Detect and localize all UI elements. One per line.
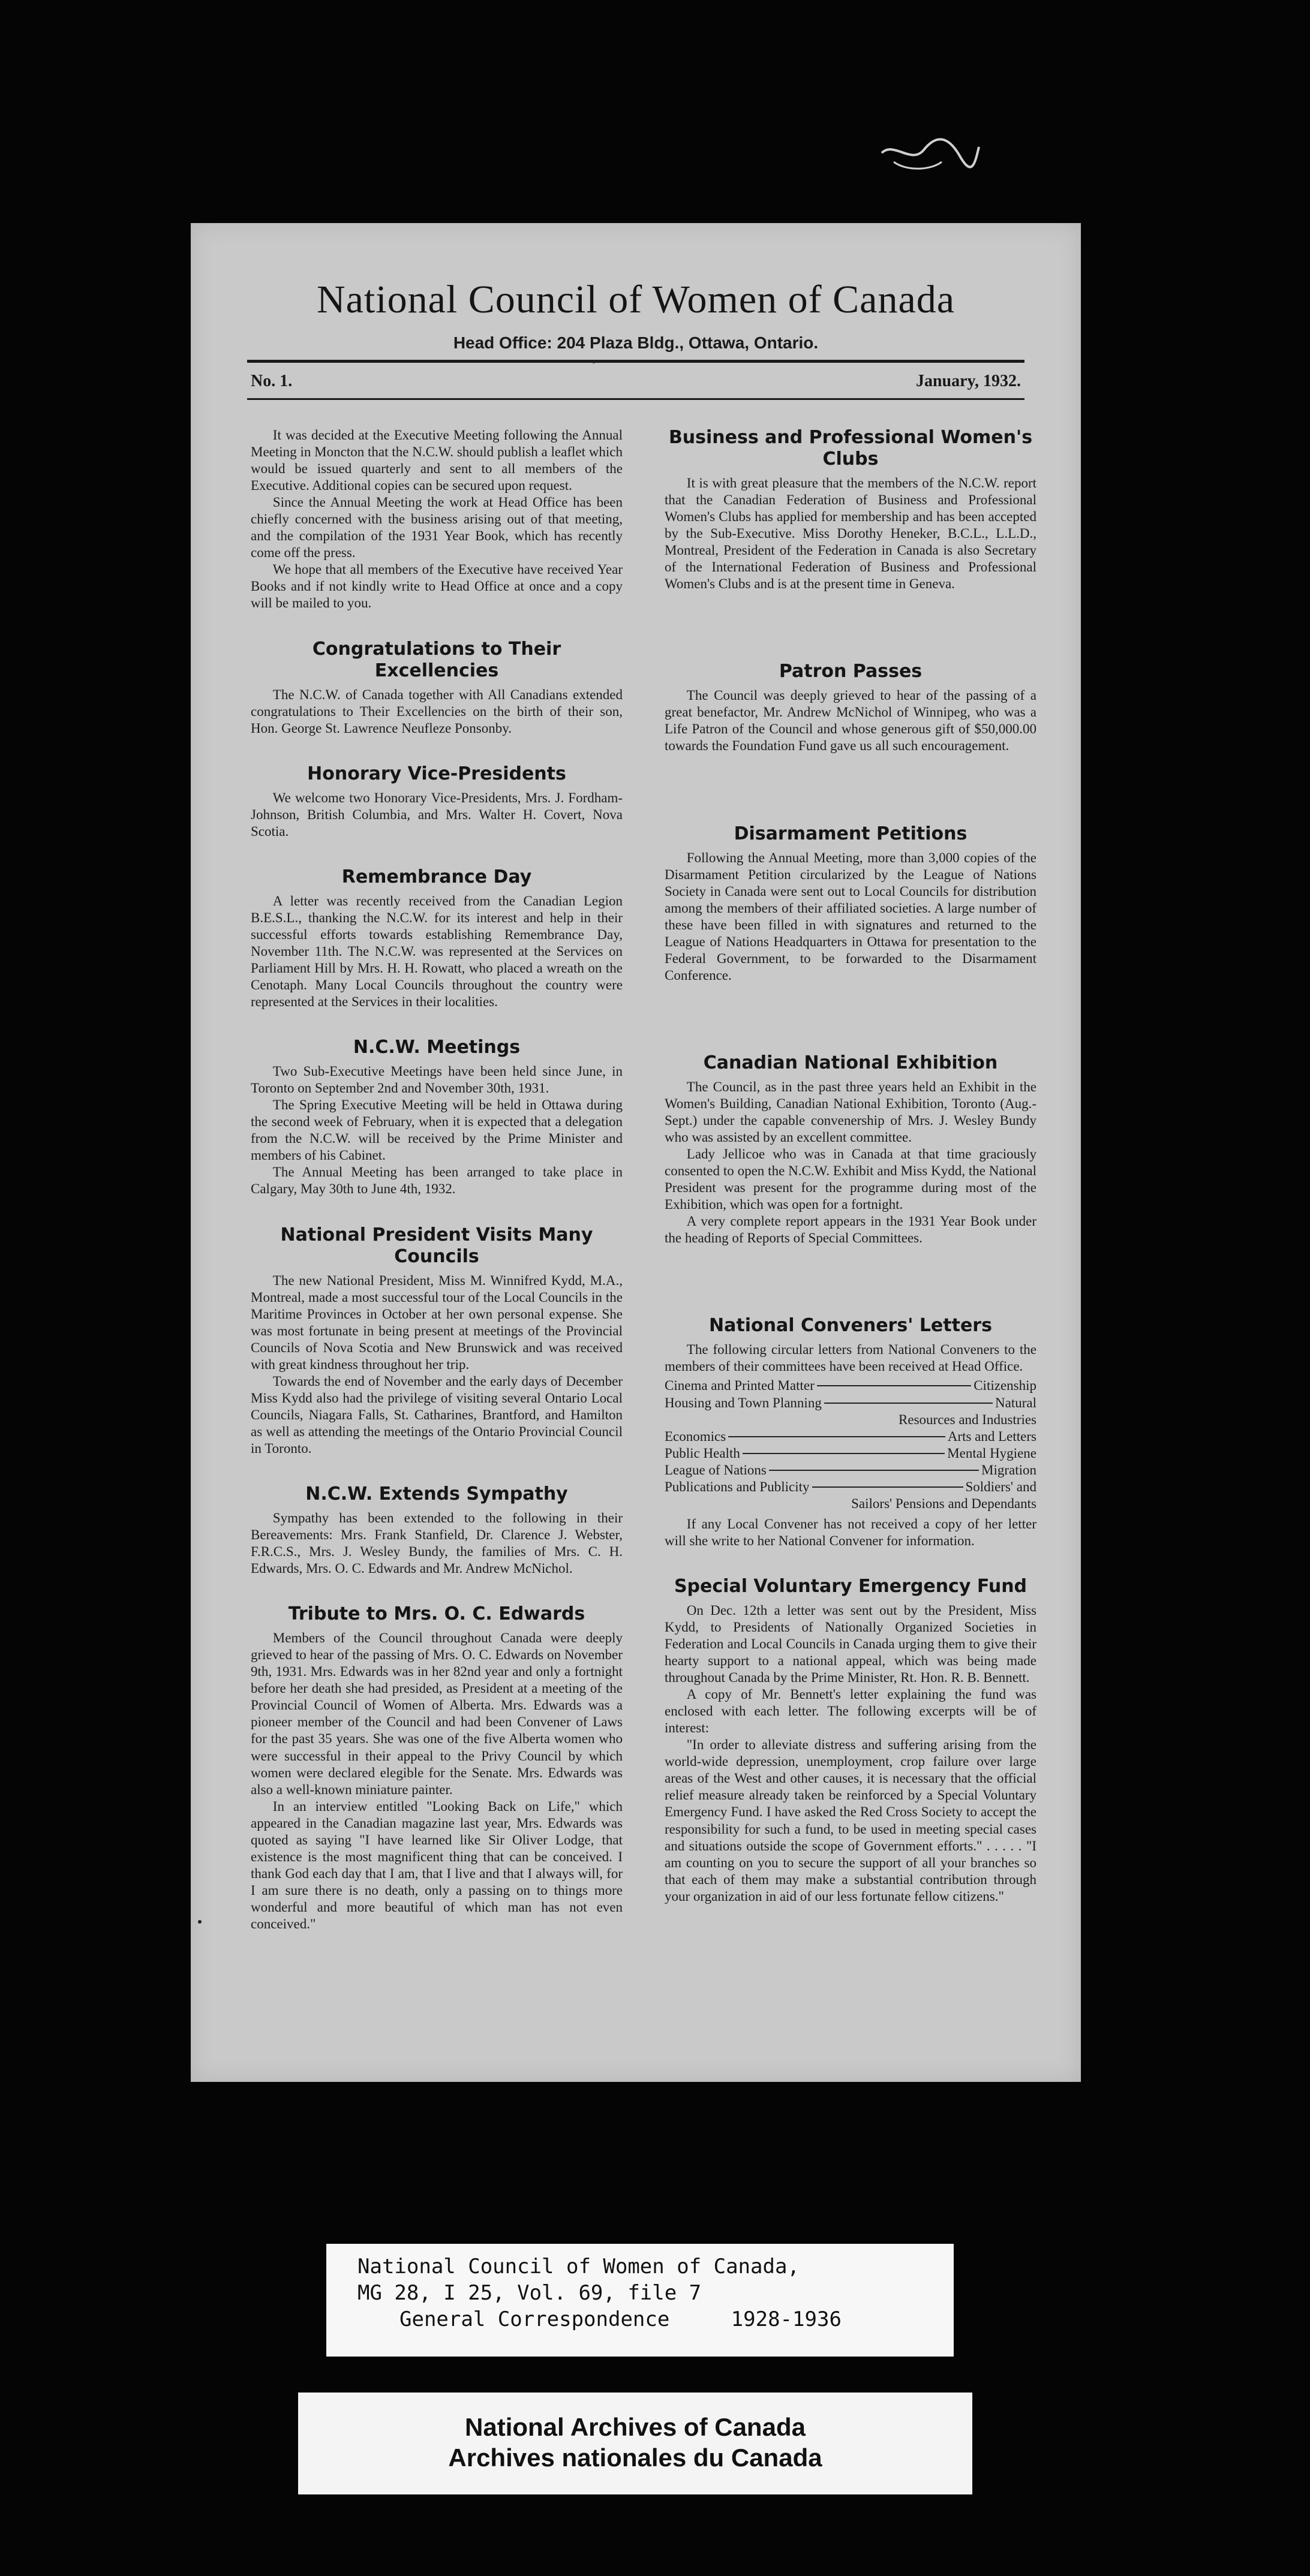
- section-paragraph: Following the Annual Meeting, more than 3,000 copies of the Disarmament Petition circularized by the League of Nations Society in Canada were sent out to Local Councils for distribution among the members of their affiliated societies. A large number of these have been filled in with signatures and returned to the League of Nations Headquarters in Ottawa for presentation to the Federal Government, to be forwarded to the Disarmament Conference.: [665, 850, 1036, 983]
- section-heading: Patron Passes: [779, 661, 923, 682]
- convener-row: Housing and Town Planning Natural: [665, 1395, 1036, 1410]
- paper-speck: [593, 361, 595, 363]
- issue-number: No. 1.: [251, 372, 293, 390]
- masthead: [191, 277, 1081, 353]
- section-paragraph: The Council was deeply grieved to hear of the passing of a great benefactor, Mr. Andrew McNichol of Winnipeg, who was a Life Patron of the Council and whose generous gift of $50,000.00 towards the Foundation Fund gave us all such encouragement.: [665, 688, 1036, 754]
- issue-date: January, 1932.: [915, 372, 1021, 390]
- meetings-section: [251, 1037, 623, 1197]
- section-paragraph: The new National President, Miss M. Winnifred Kydd, M.A., Montreal, made a most successful tour of the Local Councils in the Maritime Provinces in October at her own personal expense. She was most fortunate in being present at meetings of the Provincial Councils of Nova Scotia and New Brunswick and was received with great kindness throughout her trip.: [251, 1272, 623, 1372]
- section-paragraph: "In order to alleviate distress and suffering arising from the world-wide depression, unemployment, crop failure over large areas of the West and other causes, it is necessary that the official relief measure already taken be reinforced by a Special Voluntary Emergency Fund. I have asked the Red Cross Society to accept the responsibility for such a fund, to be used in meeting special cases and situations outside the scope of Government efforts." . . . . . "I am counting on you to secure the support of all your branches so that each of them may make a substantial contribution through your organization in aid of our less fortunate fellow citizens.": [665, 1737, 1036, 1904]
- bpw-section: [665, 427, 1036, 592]
- masthead-rule: [247, 360, 1024, 363]
- disarmament-section: [665, 823, 1036, 984]
- section-paragraph: Lady Jellicoe who was in Canada at that time graciously consented to open the N.C.W. Exhibit and Miss Kydd, the National President was present for the programme during most of the Exhibition, which was open for a fortnight.: [665, 1146, 1036, 1212]
- tribute-section: [251, 1603, 623, 1933]
- section-paragraph: We welcome two Honorary Vice-Presidents, Mrs. J. Fordham-Johnson, British Columbia, and Mrs. Walter H. Covert, Nova Scotia.: [251, 790, 623, 839]
- intro-section: [251, 427, 623, 612]
- section-paragraph: Two Sub-Executive Meetings have been held since June, in Toronto on September 2nd and November 30th, 1931.: [251, 1064, 623, 1096]
- masthead-title: National Council of Women of Canada: [316, 278, 956, 321]
- head-office-line: Head Office: 204 Plaza Bldg., Ottawa, Ontario.: [453, 333, 819, 352]
- intro-paragraph: We hope that all members of the Executive have received Year Books and if not kindly write to Head Office at once and a copy will be mailed to you.: [251, 562, 623, 611]
- left-column: [251, 427, 623, 1959]
- newsletter-page: [191, 223, 1081, 2082]
- section-heading: Tribute to Mrs. O. C. Edwards: [288, 1603, 585, 1625]
- label-line: National Council of Women of Canada,: [357, 2255, 800, 2279]
- conveners-section: [665, 1315, 1036, 1549]
- conveners-list: [665, 1377, 1036, 1512]
- section-heading: Canadian National Exhibition: [703, 1052, 998, 1073]
- section-paragraph: The following circular letters from National Conveners to the members of their committees have been received at Head Office.: [665, 1342, 1036, 1374]
- section-paragraph: The Annual Meeting has been arranged to take place in Calgary, May 30th to June 4th, 1932.: [251, 1164, 623, 1197]
- section-paragraph: In an interview entitled "Looking Back on Life," which appeared in the Canadian magazine last year, Mrs. Edwards was quoted as saying "I have learned like Sir Oliver Lodge, that existence is the most magnificent thing that can be conceived. I thank God each day that I am, that I live and that I always will, for I am sure there is no death, only a passing on to things more wonderful and more beautiful of which man has not even conceived.": [251, 1798, 623, 1931]
- label-line: General Correspondence 1928-1936: [399, 2307, 842, 2332]
- paper-speck: [198, 1920, 202, 1924]
- section-heading: N.C.W. Meetings: [353, 1037, 521, 1058]
- section-heading: Remembrance Day: [341, 866, 532, 887]
- intro-paragraph: Since the Annual Meeting the work at Head Office has been chiefly concerned with the business arising out of that meeting, and the compilation of the 1931 Year Book, which has recently come off the press.: [251, 495, 623, 561]
- convener-row: Resources and Industries: [899, 1412, 1036, 1427]
- section-paragraph: The N.C.W. of Canada together with All Canadians extended congratulations to Their Excellencies on the birth of their son, Hon. George St. Lawrence Neufleze Ponsonby.: [251, 687, 623, 736]
- convener-row: Cinema and Printed Matter Citizenship: [665, 1378, 1036, 1394]
- section-heading: Special Voluntary Emergency Fund: [674, 1575, 1027, 1597]
- section-heading: Disarmament Petitions: [734, 823, 968, 844]
- section-heading: Honorary Vice-Presidents: [307, 763, 566, 784]
- exhibition-section: [665, 1052, 1036, 1247]
- president-section: [251, 1224, 623, 1458]
- section-paragraph: A copy of Mr. Bennett's letter explaining the fund was enclosed with each letter. The following excerpts will be of interest:: [665, 1687, 1036, 1736]
- convener-row: Sailors' Pensions and Dependants: [851, 1495, 1036, 1511]
- section-paragraph: The Council, as in the past three years held an Exhibit in the Women's Building, Canadian National Exhibition, Toronto (Aug.-Sept.) under the capable convenership of Mrs. J. Wesley Bundy who was assisted by an excellent committee.: [665, 1079, 1036, 1145]
- archives-stamp: [298, 2393, 972, 2494]
- issue-rule: [247, 398, 1024, 400]
- vice-presidents-section: [251, 763, 623, 840]
- section-paragraph: Towards the end of November and the early days of December Miss Kydd also had the privilege of visiting several Ontario Local Councils, Niagara Falls, St. Catharines, Brantford, and Hamilton as well as attending the meetings of the Ontario Provincial Council in Toronto.: [251, 1373, 623, 1456]
- convener-row: Public Health Mental Hygiene: [665, 1445, 1036, 1461]
- ink-squiggle: [876, 129, 984, 177]
- section-paragraph: Members of the Council throughout Canada were deeply grieved to hear of the passing of Mrs. O. C. Edwards on November 9th, 1931. Mrs. Edwards was in her 82nd year and only a fortnight before her death she had presided, as President at a meeting of the Provincial Council of Women of Alberta. Mrs. Edwards was a pioneer member of the Council and had been Convener of Laws for the past 35 years. She was one of the five Alberta women who were successful in their appeal to the Privy Council by which women were declared elegible for the Senate. Mrs. Edwards was also a well-known miniature painter.: [251, 1630, 623, 1797]
- archives-name-en: National Archives of Canada: [465, 2413, 806, 2441]
- section-heading: Congratulations to Their Excellencies: [312, 638, 561, 681]
- sympathy-section: [251, 1483, 623, 1577]
- intro-paragraph: It was decided at the Executive Meeting following the Annual Meeting in Moncton that the N.C.W. should publish a leaflet which would be issued quarterly and sent to all members of the Executive. Additional copies can be secured upon request.: [251, 428, 623, 493]
- congrats-section: [251, 639, 623, 737]
- convener-row: Economics Arts and Letters: [665, 1428, 1036, 1444]
- section-paragraph: It is with great pleasure that the members of the N.C.W. report that the Canadian Federation of Business and Professional Women's Clubs has applied for membership and has been accepted by the Sub-Executive. Miss Dorothy Heneker, B.C.L., L.L.D., Montreal, President of the Federation in Canada is also Secretary of the International Federation of Business and Professional Women's Clubs and is at the present time in Geneva.: [665, 476, 1036, 592]
- convener-row: Publications and Publicity Soldiers' and: [665, 1479, 1036, 1494]
- section-heading: Business and Professional Women's Clubs: [668, 427, 1033, 470]
- section-paragraph: On Dec. 12th a letter was sent out by the President, Miss Kydd, to Presidents of Nationally Organized Societies in Federation and Local Councils in Canada urging them to give their hearty support to a national appeal, which was being made throughout Canada by the Prime Minister, Rt. Hon. R. B. Bennett.: [665, 1602, 1036, 1686]
- convener-row: League of Nations Migration: [665, 1462, 1036, 1477]
- section-heading: National Conveners' Letters: [709, 1315, 992, 1337]
- section-paragraph: Sympathy has been extended to the following in their Bereavements: Mrs. Frank Stanfield, Dr. Clarence J. Webster, F.R.C.S., Mrs. J. Wesley Bundy, the families of Mrs. C. H. Edwards, Mrs. O. C. Edwards and Mr. Andrew McNichol.: [251, 1510, 623, 1576]
- section-heading: N.C.W. Extends Sympathy: [305, 1483, 568, 1505]
- section-heading: National President Visits Many Councils: [280, 1224, 593, 1267]
- section-paragraph: If any Local Convener has not received a copy of her letter will she write to her National Convener for information.: [665, 1516, 1036, 1548]
- label-line: MG 28, I 25, Vol. 69, file 7: [357, 2281, 702, 2306]
- patron-section: [665, 661, 1036, 754]
- section-paragraph: The Spring Executive Meeting will be held in Ottawa during the second week of February, when it is expected that a delegation from the N.C.W. will be received by the Prime Minister and members of his Cabinet.: [251, 1097, 623, 1163]
- archive-reference-label: [326, 2244, 954, 2357]
- emergency-fund-section: [665, 1576, 1036, 1905]
- section-paragraph: A letter was recently received from the Canadian Legion B.E.S.L., thanking the N.C.W. for its interest and help in their successful efforts towards establishing Remembrance Day, November 11th. The N.C.W. was represented at the Services on Parliament Hill by Mrs. H. H. Rowatt, who placed a wreath on the Cenotaph. Many Local Councils throughout the country were represented at the Services in their localities.: [251, 893, 623, 1010]
- archives-name-fr: Archives nationales du Canada: [448, 2443, 822, 2472]
- right-column: [665, 427, 1036, 1931]
- section-paragraph: A very complete report appears in the 1931 Year Book under the heading of Reports of Special Committees.: [665, 1214, 1036, 1246]
- remembrance-section: [251, 866, 623, 1010]
